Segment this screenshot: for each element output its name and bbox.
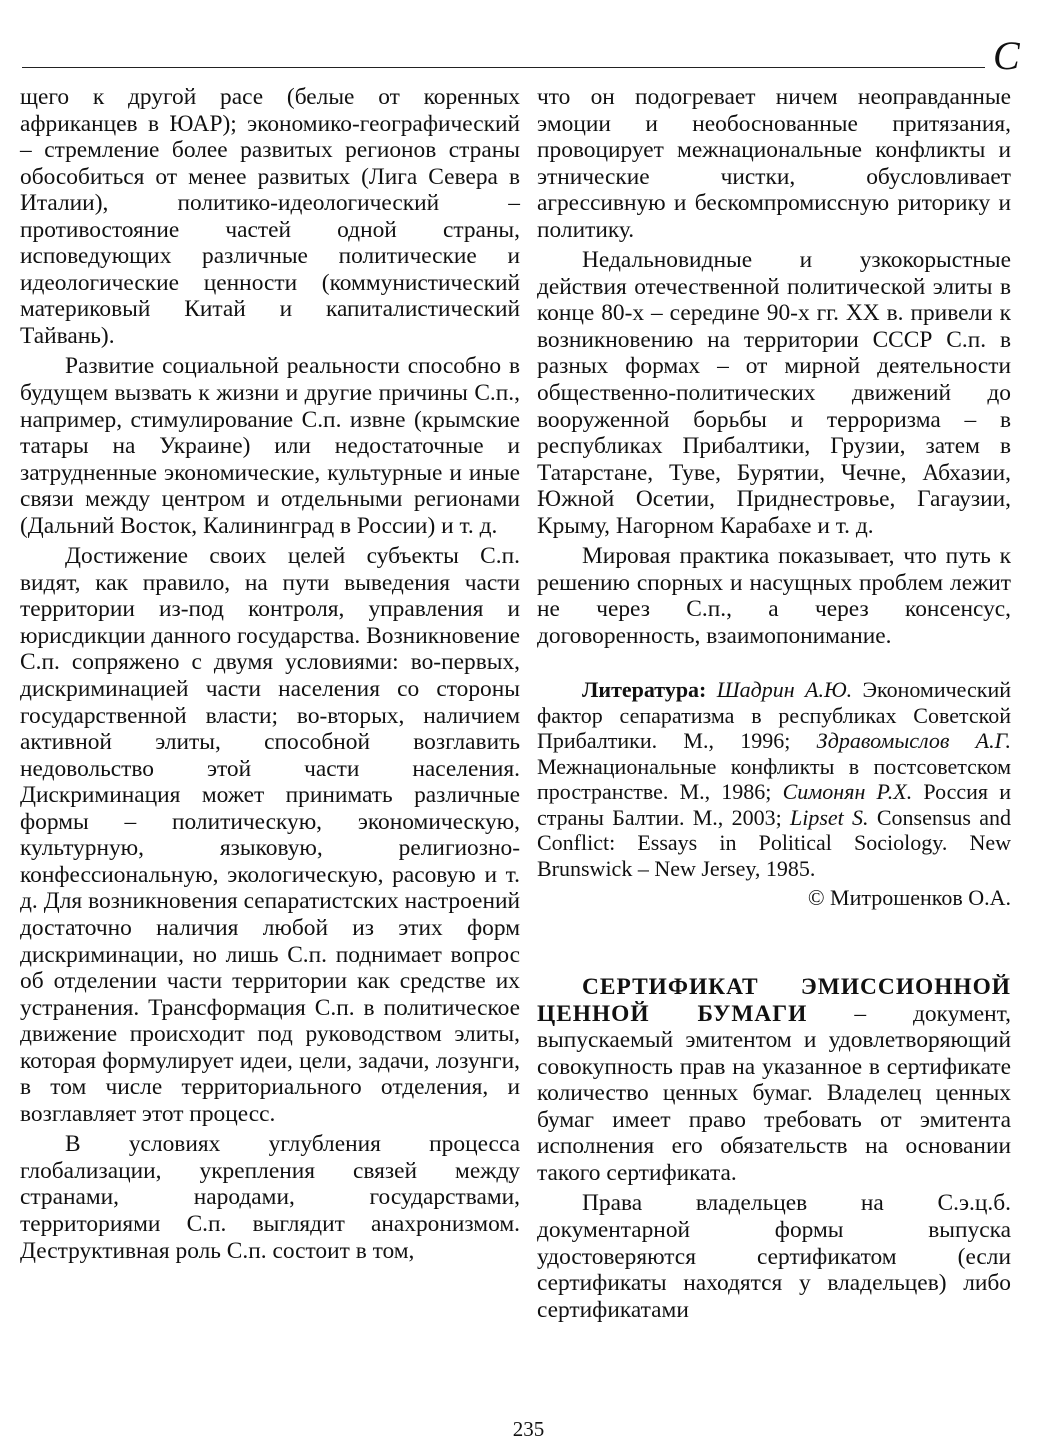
left-paragraph-1: щего к другой расе (белые от коренных африканцев в ЮАР); экономико-географический – стремление более развитых регионов страны обособиться от менее развитых (Лига Севера в Италии), политико-идеологический – противостояние частей одной страны, исповедующих различные политические и идеологические ценности (коммунистический материковый Китай и капиталистический Тайвань). — [20, 84, 520, 349]
lit-author-2: Здравомыслов А.Г. — [816, 728, 1011, 754]
section-letter: С — [993, 33, 1020, 78]
literature-block — [537, 677, 1011, 881]
lit-title-2: Межнациональные конфликты в постсоветском пространстве. М., 1986; — [537, 753, 1011, 805]
right-paragraph-3: Мировая практика показывает, что путь к решению спорных и насущных проблем лежит не через С.п., а через консенсус, договоренность, взаимопонимание. — [537, 543, 1011, 649]
entry-term: СЕРТИФИКАТ ЭМИССИОННОЙ ЦЕННОЙ БУМАГИ — [537, 974, 1011, 1027]
left-column — [20, 84, 520, 1268]
literature-label: Литература: — [582, 677, 707, 703]
left-paragraph-2: Развитие социальной реальности способно в будущем вызвать к жизни и другие причины С.п., например, стимулирование С.п. извне (крымские татары на Украине) или недостаточные и затрудненные экономические, культурные и иные связи между центром и отдельными регионами (Дальний Восток, Калининград в России) и т. д. — [20, 353, 520, 539]
right-column — [537, 84, 1011, 1327]
lit-title-4: Consensus and Conflict: Essays in Political Sociology. New Brunswick – New Jersey, 1985. — [537, 804, 1012, 881]
left-paragraph-3: Достижение своих целей субъекты С.п. видят, как правило, на пути выведения части территории из-под контроля, управления и юрисдикции данного государства. Возникновение С.п. сопряжено с двумя условиями: во-первых, дискриминацией части населения со стороны государственной власти; во-вторых, наличием активной элиты, способной возглавить недовольство этой части населения. Дискриминация может принимать различные формы – политическую, экономическую, культурную, языковую, религиозно-конфессиональную, экологическую, расовую и т. д. Для возникновения сепаратистских настроений достаточно наличия любой из этих форм дискриминации, но лишь С.п. поднимает вопрос об отделении части территории как средстве их устранения. Трансформация С.п. в политическое движение происходит под руководством элиты, которая формулирует идеи, цели, задачи, лозунги, в том числе территориального отделения, и возглавляет этот процесс. — [20, 543, 520, 1127]
author-signature: © Митрошенков О.А. — [807, 885, 1011, 911]
right-paragraph-1: что он подогревает ничем неоправданные эмоции и необоснованные притязания, провоцирует межнациональные конфликты и этнические чистки, обусловливает агрессивную и бескомпромиссную риторику и политику. — [537, 84, 1011, 243]
lit-author-1: Шадрин А.Ю. — [716, 677, 853, 703]
entry-definition: – документ, выпускаемый эмитентом и удовлетворяющий совокупность прав на указанное в сертификате количество ценных бумаг. Владелец ценных бумаг имеет право требовать от эмитента исполнения его обязательств на основании такого сертификата. — [537, 1000, 1011, 1186]
lit-title-1: Экономический фактор сепаратизма в республиках Советской Прибалтики. М., 1996; — [537, 677, 1011, 754]
lit-author-3: Симонян Р.Х. — [782, 779, 913, 805]
header-rule — [22, 67, 985, 68]
dictionary-entry — [537, 974, 1011, 1186]
page-number: 235 — [512, 1417, 545, 1441]
left-paragraph-4: В условиях углубления процесса глобализации, укрепления связей между странами, народами, государствами, территориями С.п. выглядит анахронизмом. Деструктивная роль С.п. состоит в том, — [20, 1131, 520, 1264]
lit-title-3: Россия и страны Балтии. М., 2003; — [537, 779, 1011, 830]
lit-author-4: Lipset S. — [789, 804, 869, 830]
right-paragraph-5: Права владельцев на С.э.ц.б. документарной формы выпуска удостоверяются сертификатом (если сертификаты находятся у владельцев) либо сертификатами — [537, 1190, 1011, 1323]
right-paragraph-2: Недальновидные и узкокорыстные действия отечественной политической элиты в конце 80-х – середине 90-х гг. XX в. привели к возникновению на территории СССР С.п. в разных формах – от мирной деятельности общественно-политических движений до вооруженной борьбы и терроризма – в республиках Прибалтики, Грузии, затем в Татарстане, Туве, Бурятии, Чечне, Абхазии, Южной Осетии, Приднестровье, Гагаузии, Крыму, Нагорном Карабахе и т. д. — [537, 247, 1011, 539]
